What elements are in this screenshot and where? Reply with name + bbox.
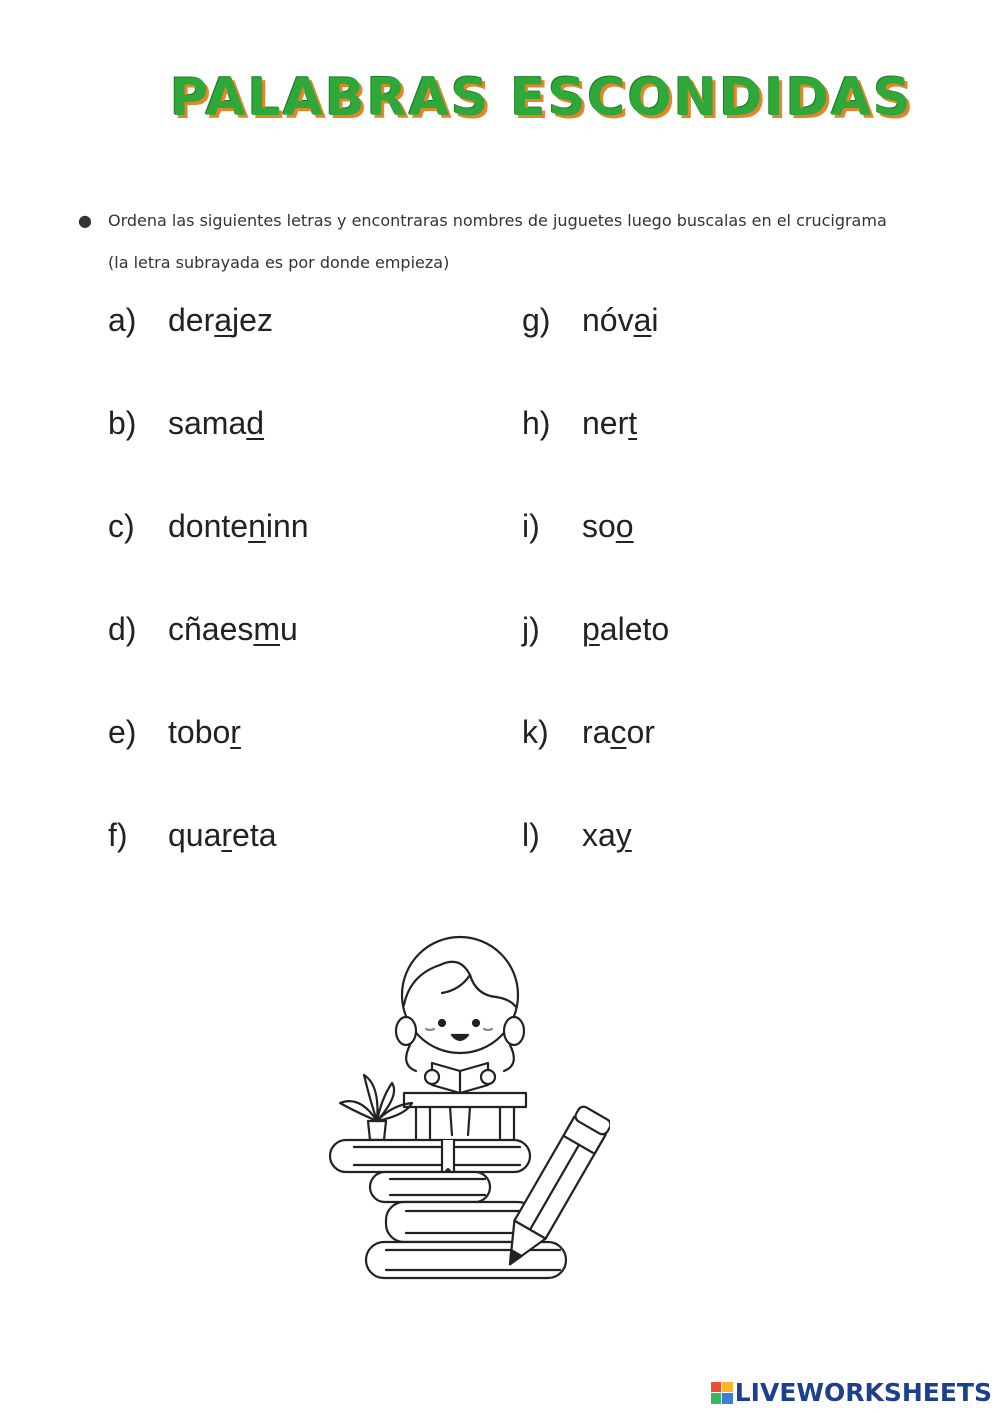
child-reading-illustration [320, 935, 610, 1295]
instruction-line-2: (la letra subrayada es por donde empieza) [108, 253, 450, 272]
bullet-dot: ● [78, 211, 92, 230]
scrambled-word: paleto [582, 611, 670, 647]
word-item-i: i) soo [522, 508, 634, 544]
scrambled-word: quareta [168, 817, 277, 853]
word-item-e: e) tobor [108, 714, 241, 750]
page-title: PALABRAS ESCONDIDAS [170, 68, 913, 128]
child-icon [396, 937, 524, 1093]
scrambled-word: derajez [168, 302, 273, 338]
instruction-line-1: Ordena las siguientes letras y encontraras nombres de juguetes luego buscalas en el crucigrama [108, 211, 887, 230]
scrambled-word: tobor [168, 714, 241, 750]
word-item-g: g) nóvai [522, 302, 659, 338]
liveworksheets-logo [711, 1378, 992, 1407]
word-item-k: k) racor [522, 714, 655, 750]
scrambled-word: donteninn [168, 508, 309, 544]
scrambled-word: soo [582, 508, 634, 544]
scrambled-word: racor [582, 714, 655, 750]
word-item-c: c) donteninn [108, 508, 309, 544]
word-item-l: l) xay [522, 817, 632, 853]
word-item-b: b) samad [108, 405, 265, 441]
scrambled-word: cñaesmu [168, 611, 298, 647]
word-item-a: a) derajez [108, 302, 273, 338]
scrambled-word: nert [582, 405, 638, 441]
word-item-j: j) paleto [522, 611, 670, 647]
word-item-h: h) nert [522, 405, 638, 441]
scrambled-word: samad [168, 405, 265, 441]
logo-blocks-icon [711, 1382, 733, 1404]
scrambled-word: nóvai [582, 302, 659, 338]
instructions [78, 200, 958, 284]
desk-icon [404, 1093, 526, 1140]
scrambled-word: xay [582, 817, 632, 853]
plant-icon [340, 1075, 412, 1140]
brand-name: LIVEWORKSHEETS [734, 1378, 992, 1407]
word-item-d: d) cñaesmu [108, 611, 298, 647]
word-item-f: f) quareta [108, 817, 277, 853]
